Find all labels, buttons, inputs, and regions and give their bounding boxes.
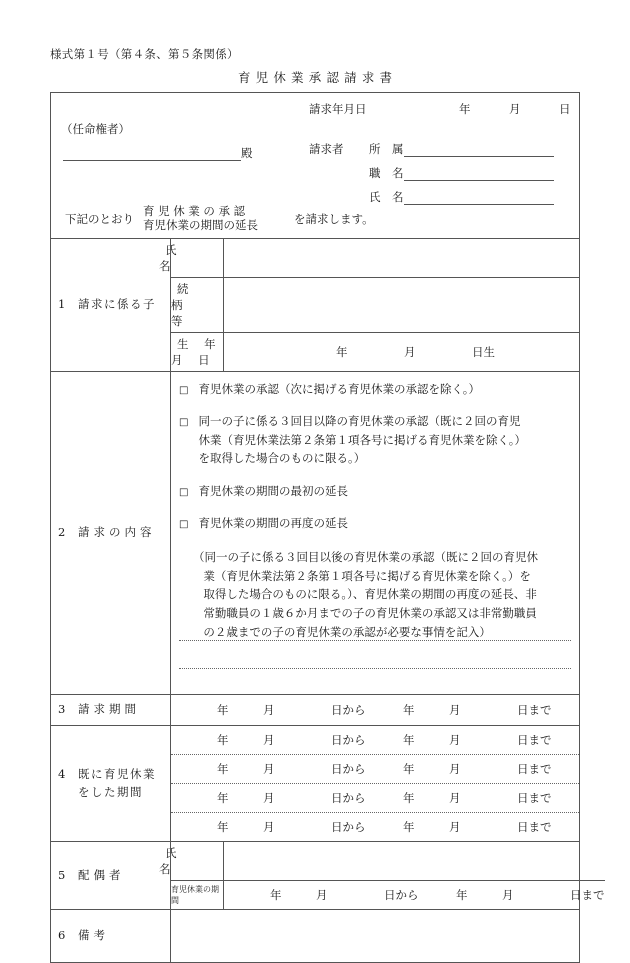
past-period-month2: 月 xyxy=(449,762,461,776)
past-period-year2: 年 xyxy=(403,762,415,776)
row-child-label xyxy=(51,239,171,371)
past-period-month2: 月 xyxy=(449,820,461,834)
checkbox-icon[interactable]: □ xyxy=(179,417,189,428)
form-table xyxy=(50,92,605,963)
row-remarks-label xyxy=(51,910,171,962)
requester-name-row xyxy=(369,189,554,205)
past-period-from: 日から xyxy=(331,762,366,776)
content-box xyxy=(171,372,579,694)
request-date-label: 請求年月日 xyxy=(309,102,367,116)
statement-prefix: 下記のとおり xyxy=(65,212,134,226)
past-period-year2: 年 xyxy=(403,820,415,834)
row-request-period-label xyxy=(51,695,171,725)
requester-label: 請求者 xyxy=(309,142,344,156)
row-request-period xyxy=(51,694,579,725)
past-period-month: 月 xyxy=(263,820,275,834)
past-period-year: 年 xyxy=(217,791,229,805)
request-date-year: 年 xyxy=(459,102,471,116)
request-period-month2: 月 xyxy=(449,703,461,717)
row-spouse-label xyxy=(51,842,171,909)
spouse-period-row xyxy=(171,880,605,909)
row-child-number: 1 xyxy=(58,297,66,312)
request-period-year2: 年 xyxy=(403,703,415,717)
past-period-month: 月 xyxy=(263,762,275,776)
page-title: 育児休業承認請求書 xyxy=(237,70,398,85)
row-past-periods-number: 4 xyxy=(58,766,66,781)
row-remarks xyxy=(51,909,579,962)
checkbox-option-3-label: 育児休業の期間の最初の延長 xyxy=(198,484,348,498)
affiliation-row xyxy=(369,141,554,157)
spouse-name-value[interactable] xyxy=(224,842,605,880)
past-period-line xyxy=(171,732,579,748)
past-period-to: 日まで xyxy=(517,762,552,776)
past-period-to: 日まで xyxy=(517,820,552,834)
content-note: （同一の子に係る３回目以後の育児休業の承認（既に２回の育児休業（育児休業法第２条第１項各号に掲げる育児休業を除く。）を取得した場合のものに限る。）、育児休業の期間の再度の延長、非常勤職員の１歳６か月までの子の育児休業の承認又は非常勤職員の２歳までの子の育児休業の承認が必要な事情を記入） xyxy=(193,550,538,639)
position-input-line[interactable] xyxy=(404,166,554,181)
checkbox-option-4[interactable] xyxy=(179,514,535,533)
past-period-from: 日から xyxy=(331,733,366,747)
past-period-year: 年 xyxy=(217,733,229,747)
past-period-entry[interactable] xyxy=(171,783,579,812)
past-period-from: 日から xyxy=(331,820,366,834)
remarks-value[interactable] xyxy=(171,910,579,962)
row-spouse-number: 5 xyxy=(58,867,66,882)
spouse-period-month2: 月 xyxy=(502,888,514,902)
position-row xyxy=(369,165,554,181)
child-birth-year: 年 xyxy=(336,345,348,359)
checkbox-option-4-label: 育児休業の期間の再度の延長 xyxy=(198,516,348,530)
past-period-year: 年 xyxy=(217,762,229,776)
row-past-periods xyxy=(51,725,579,841)
spouse-period-value[interactable] xyxy=(224,881,605,909)
requester-name-input-line[interactable] xyxy=(404,190,554,205)
past-period-year2: 年 xyxy=(403,733,415,747)
spouse-period-line xyxy=(224,887,605,903)
past-period-line xyxy=(171,790,579,806)
row-content-number: 2 xyxy=(58,525,66,539)
checkbox-option-1-label: 育児休業の承認（次に掲げる育児休業の承認を除く。） xyxy=(198,382,480,396)
request-period-from: 日から xyxy=(331,703,366,717)
child-relation-row xyxy=(171,277,579,332)
past-period-line xyxy=(171,761,579,777)
child-birthdate-key: 生 年 月 日 xyxy=(171,333,224,371)
checkbox-icon[interactable]: □ xyxy=(179,487,189,498)
past-period-year: 年 xyxy=(217,820,229,834)
past-period-entry[interactable] xyxy=(171,754,579,783)
spouse-period-year: 年 xyxy=(270,888,282,902)
spouse-name-row xyxy=(159,842,605,880)
statement-option-2: 育児休業の期間の延長 xyxy=(143,218,258,232)
spouse-name-key: 氏 名 xyxy=(171,842,224,880)
child-name-row xyxy=(159,239,579,277)
request-period-line xyxy=(171,702,579,718)
request-period-month: 月 xyxy=(263,703,275,717)
appointer-field[interactable] xyxy=(63,145,253,161)
request-date-month: 月 xyxy=(509,102,521,116)
child-birthdate-line xyxy=(224,344,579,360)
checkbox-icon[interactable]: □ xyxy=(179,519,189,530)
spouse-period-from: 日から xyxy=(384,888,419,902)
past-period-entry[interactable] xyxy=(171,812,579,841)
row-child xyxy=(51,238,579,371)
row-spouse xyxy=(51,841,605,909)
header-block xyxy=(51,93,579,238)
row-request-period-label-text: 請求期間 xyxy=(78,702,140,717)
checkbox-icon[interactable]: □ xyxy=(179,385,189,396)
request-period-to: 日まで xyxy=(517,703,552,717)
past-period-to: 日まで xyxy=(517,733,552,747)
checkbox-option-2-label: 同一の子に係る３回目以降の育児休業の承認（既に２回の育児休業（育児休業法第２条第１項各号に掲げる育児休業を除く。）を取得した場合のものに限る。） xyxy=(198,414,521,466)
request-period-year: 年 xyxy=(217,703,229,717)
spouse-period-month: 月 xyxy=(316,888,328,902)
past-period-entry[interactable] xyxy=(171,726,579,754)
appointer-input-line[interactable] xyxy=(63,146,241,161)
row-past-periods-label-line1: 既に育児休業 xyxy=(78,766,156,781)
row-remarks-label-text: 備考 xyxy=(78,928,109,943)
past-period-month: 月 xyxy=(263,791,275,805)
child-birth-day: 日生 xyxy=(472,345,495,359)
past-period-line xyxy=(171,819,579,835)
requester-name-label: 氏 名 xyxy=(369,190,404,204)
checkbox-option-3[interactable] xyxy=(179,482,535,501)
affiliation-input-line[interactable] xyxy=(404,142,554,157)
statement-suffix: を請求します。 xyxy=(294,212,374,226)
checkbox-option-2[interactable] xyxy=(179,412,535,468)
child-birthdate-value[interactable] xyxy=(224,333,579,371)
checkbox-option-1[interactable] xyxy=(179,380,535,399)
child-birth-month: 月 xyxy=(404,345,416,359)
row-past-periods-label xyxy=(51,726,171,841)
content-write-line-1[interactable] xyxy=(179,640,571,641)
child-birthdate-row xyxy=(171,332,579,371)
appointer-label: （任命権者） xyxy=(61,122,130,136)
row-request-period-number: 3 xyxy=(58,702,66,717)
row-content xyxy=(51,371,579,694)
row-content-label xyxy=(51,372,171,694)
child-relation-key: 続 柄 等 xyxy=(171,278,224,332)
spouse-period-year2: 年 xyxy=(456,888,468,902)
child-relation-value[interactable] xyxy=(224,278,579,332)
spouse-period-key: 育児休業の期間 xyxy=(171,881,224,909)
row-spouse-label-text: 配偶者 xyxy=(78,867,125,882)
row-remarks-number: 6 xyxy=(58,928,66,943)
request-period-value[interactable] xyxy=(171,695,579,725)
child-name-value[interactable] xyxy=(224,239,579,277)
statement-option-1: 育児休業の承認 xyxy=(143,204,249,218)
content-write-line-2[interactable] xyxy=(179,668,571,669)
past-period-to: 日まで xyxy=(517,791,552,805)
position-label: 職 名 xyxy=(369,166,404,180)
form-code: 様式第１号（第４条、第５条関係） xyxy=(50,47,239,61)
dono-label: 殿 xyxy=(241,146,253,160)
past-period-month2: 月 xyxy=(449,733,461,747)
header-block-row xyxy=(51,93,579,238)
row-past-periods-label-line2: をした期間 xyxy=(78,784,143,799)
row-child-label-text: 請求に係る子 xyxy=(78,297,156,312)
past-period-from: 日から xyxy=(331,791,366,805)
request-date-day: 日 xyxy=(559,102,571,116)
past-period-month: 月 xyxy=(263,733,275,747)
past-period-month2: 月 xyxy=(449,791,461,805)
past-period-year2: 年 xyxy=(403,791,415,805)
spouse-period-to: 日まで xyxy=(570,888,605,902)
row-content-label-text: 請求の内容 xyxy=(78,525,156,539)
child-name-key: 氏 名 xyxy=(171,239,224,277)
affiliation-label: 所 属 xyxy=(369,142,404,156)
